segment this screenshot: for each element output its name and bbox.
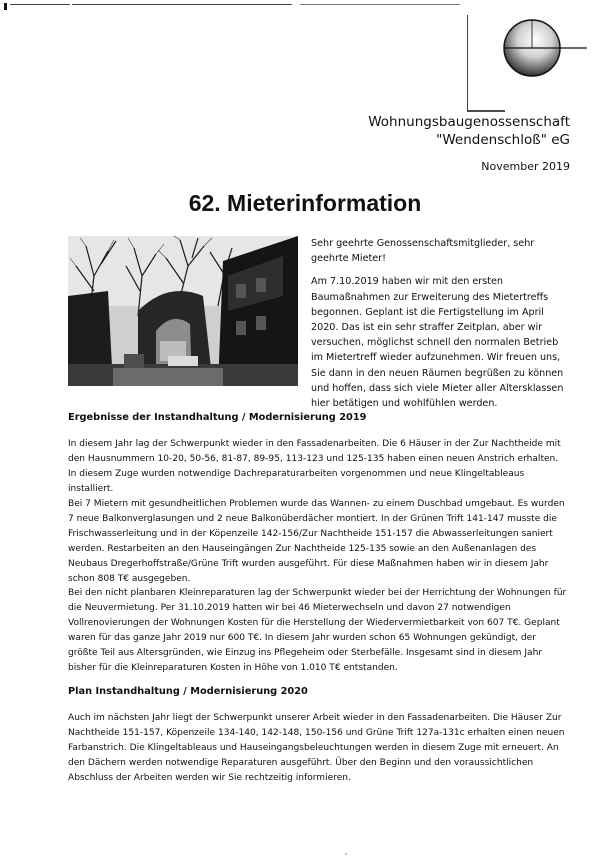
scan-artifact-mark [4,3,7,10]
organization-name [368,113,570,149]
page-title: 62. Mieterinformation [188,190,422,216]
construction-site-photo [68,236,298,386]
issue-date: November 2019 [481,160,570,173]
plan-facade-paragraph: Auch im nächsten Jahr liegt der Schwerpunkt unserer Arbeit wieder in den Fassadenarbeiten. Die Häuser Zur Nachtheide 151-157, Köpenzeile 134-140, 142-148, 150-156 und Grüne Trift 127a-131c erhalten einen neuen Farbanstrich. Die Klingeltableaus und Hauseingangsbeleuchtungen werden in diesem Zuge mit erneuert. An den Dächern werden notwendige Reparaturen ausgeführt. Über den Beginn und den voraussichtlichen Abschluss der Arbeiten werden wir Sie rechtzeitig informieren. [68,713,565,784]
results-repairs-paragraph: Bei den nicht planbaren Kleinreparaturen lag der Schwerpunkt wieder bei der Herrichtung der Wohnungen für die Neuvermietung. Per 31.10.2019 hatten wir bei 46 Mieterwechseln und davon 27 notwendigen Vollrenovierungen der Wohnungen Kosten für die Herstellung der Wiedervermietbarkeit von 607 T€. Geplant waren für das ganze Jahr 2019 nur 600 T€. In diesem Jahr wurden schon 65 Wohnungen gekündigt, der größte Teil aus Altersgründen, wie Einzug ins Pflegeheim oder Sterbefälle. Insgesamt sind in diesem Jahr bisher für die Kleinreparaturen Kosten in Höhe von 1.010 T€ entstanden. [68,588,567,674]
results-facade-paragraph: In diesem Jahr lag der Schwerpunkt wieder in den Fassadenarbeiten. Die 6 Häuser in der Zur Nachtheide mit den Hausnummern 10-20, 50-56, 81-87, 89-95, 113-123 und 125-135 haben einen neuen Anstrich erhalten. In diesem Zuge wurden notwendige Dachreparaturarbeiten vorgenommen und neue Klingeltableaus installiert. [68,439,561,495]
intro-greeting: Sehr geehrte Genossenschaftsmitglieder, sehr geehrte Mieter! [311,238,535,265]
section-heading-results-2019: Ergebnisse der Instandhaltung / Modernisierung 2019 [68,412,367,423]
scan-artifact-line [72,4,292,5]
organization-name-line2: "Wendenschloß" eG [436,132,570,148]
intro-body: Am 7.10.2019 haben wir mit den ersten Baumaßnahmen zur Erweiterung des Mietertreffs begonnen. Geplant ist die Fertigstellung im April 2020. Das ist ein sehr straffer Zeitplan, aber wir versuchen, möglichst schnell den normalen Betrieb im Mietertreff wieder aufzunehmen. Wir freuen uns, Sie dann in den neuen Räumen begrüßen zu können und hoffen, dass sich viele Mieter aller Altersklassen hier betätigen und wohlfühlen werden. [311,276,564,410]
intro-text [311,236,569,411]
organization-name-line1: Wohnungsbaugenossenschaft [368,114,570,130]
scan-artifact-line [300,4,460,5]
scan-artifact-line [10,4,70,5]
section-heading-plan-2020: Plan Instandhaltung / Modernisierung 2020 [68,686,308,697]
cooperative-logo-icon [467,12,587,112]
results-measures-paragraph: Bei 7 Mietern mit gesundheitlichen Problemen wurde das Wannen- zu einem Duschbad umgebaut. Es wurden 7 neue Balkonverglasungen und 2 neue Balkonüberdächer montiert. In der Grünen Trift 141-147 musste die Frischwasserleitung und in der Köpenzeile 142-156/Zur Nachtheide 151-157 die Abwasserleitungen saniert werden. Restarbeiten an den Hauseingängen Zur Nachtheide 125-135 sowie an den Außenanlagen des Neubaus Dregerhoffstraße/Grüne Trift wurden ausgeführt. Für diese Maßnahmen haben wir in diesem Jahr schon 808 T€ ausgegeben. [68,499,565,585]
scan-speck [345,853,347,855]
